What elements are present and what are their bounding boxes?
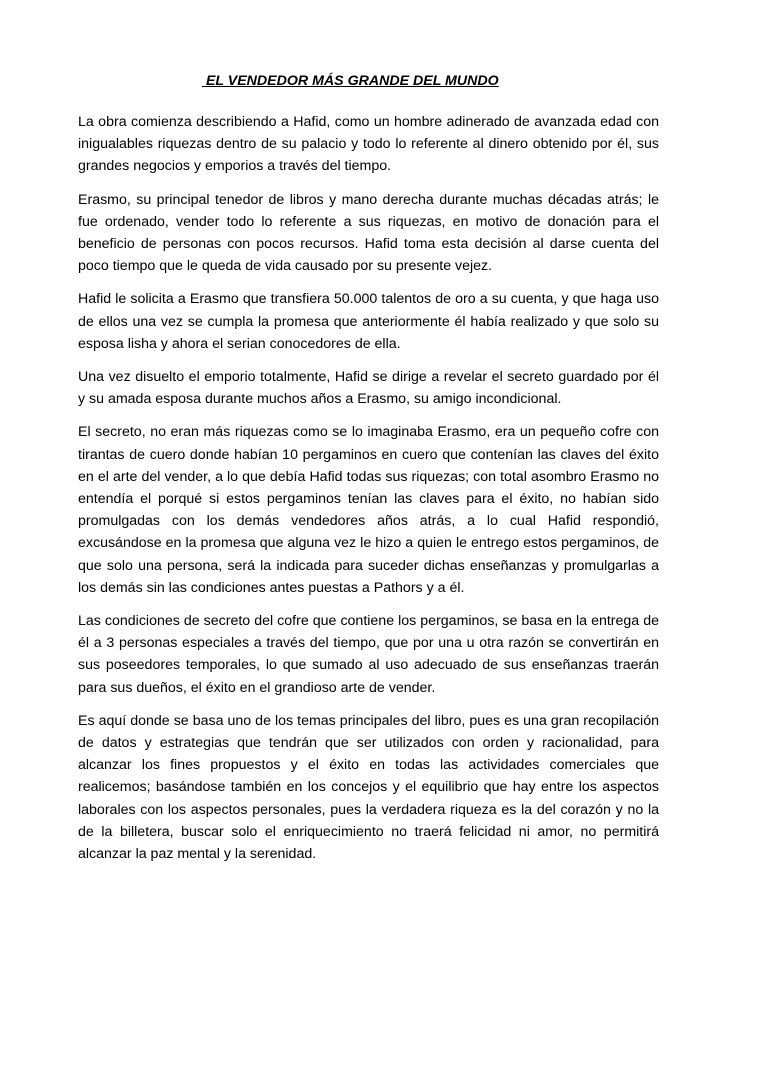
paragraph-2: Erasmo, su principal tenedor de libros y mano derecha durante muchas décadas atrás; le fue ordenado, vender todo lo referente a sus riquezas, en motivo de donación para el beneficio de personas con pocos recursos. Hafid toma esta decisión al darse cuenta del poco tiempo que le queda de vida causado por su presente vejez.: [78, 191, 659, 275]
paragraph-3: Hafid le solicita a Erasmo que transfiera 50.000 talentos de oro a su cuenta, y que haga uso de ellos una vez se cumpla la promesa que anteriormente él había realizado y que solo su esposa lisha y ahora el serian conocedores de ella.: [78, 291, 659, 352]
document-page: [78, 72, 659, 876]
paragraph-4: Una vez disuelto el emporio totalmente, Hafid se dirige a revelar el secreto guardado por él y su amada esposa durante muchos años a Erasmo, su amigo incondicional.: [78, 369, 659, 408]
paragraph-7: Es aquí donde se basa uno de los temas principales del libro, pues es una gran recopilación de datos y estrategias que tendrán que ser utilizados con orden y racionalidad, para alcanzar los fines propuestos y el éxito en todas las actividades comerciales que realicemos; basándose también en los concejos y el equilibrio que hay entre los aspectos laborales con los aspectos personales, pues la verdadera riqueza es la del corazón y no la de la billetera, buscar solo el enriquecimiento no traerá felicidad ni amor, no permitirá alcanzar la paz mental y la serenidad.: [78, 712, 659, 863]
paragraph-6: Las condiciones de secreto del cofre que contiene los pergaminos, se basa en la entrega de él a 3 personas especiales a través del tiempo, que por una u otra razón se convertirán en sus poseedores temporales, lo que sumado al uso adecuado de sus enseñanzas traerán para sus dueños, el éxito en el grandioso arte de vender.: [78, 613, 659, 696]
paragraph-5: El secreto, no eran más riquezas como se lo imaginaba Erasmo, era un pequeño cofre con tirantas de cuero donde habían 10 pergaminos en cuero que contenían las claves del éxito en el arte del vender, a lo que debía Hafid todas sus riquezas; con total asombro Erasmo no entendía el porqué si estos pergaminos tenían las claves para el éxito, no habían sido promulgadas con los demás vendedores años atrás, a lo cual Hafid respondió, excusándose en la promesa que alguna vez le hizo a quien le entrego estos pergaminos, de que solo una persona, será la indicada para suceder dichas enseñanzas y promulgarlas a los demás sin las condiciones antes puestas a Pathors y a él.: [78, 424, 659, 596]
paragraph-1: La obra comienza describiendo a Hafid, como un hombre adinerado de avanzada edad con inigualables riquezas dentro de su palacio y todo lo referente al dinero obtenido por él, sus grandes negocios y emporios a través del tiempo.: [78, 114, 659, 175]
document-title: EL VENDEDOR MÁS GRANDE DEL MUNDO: [202, 73, 499, 89]
